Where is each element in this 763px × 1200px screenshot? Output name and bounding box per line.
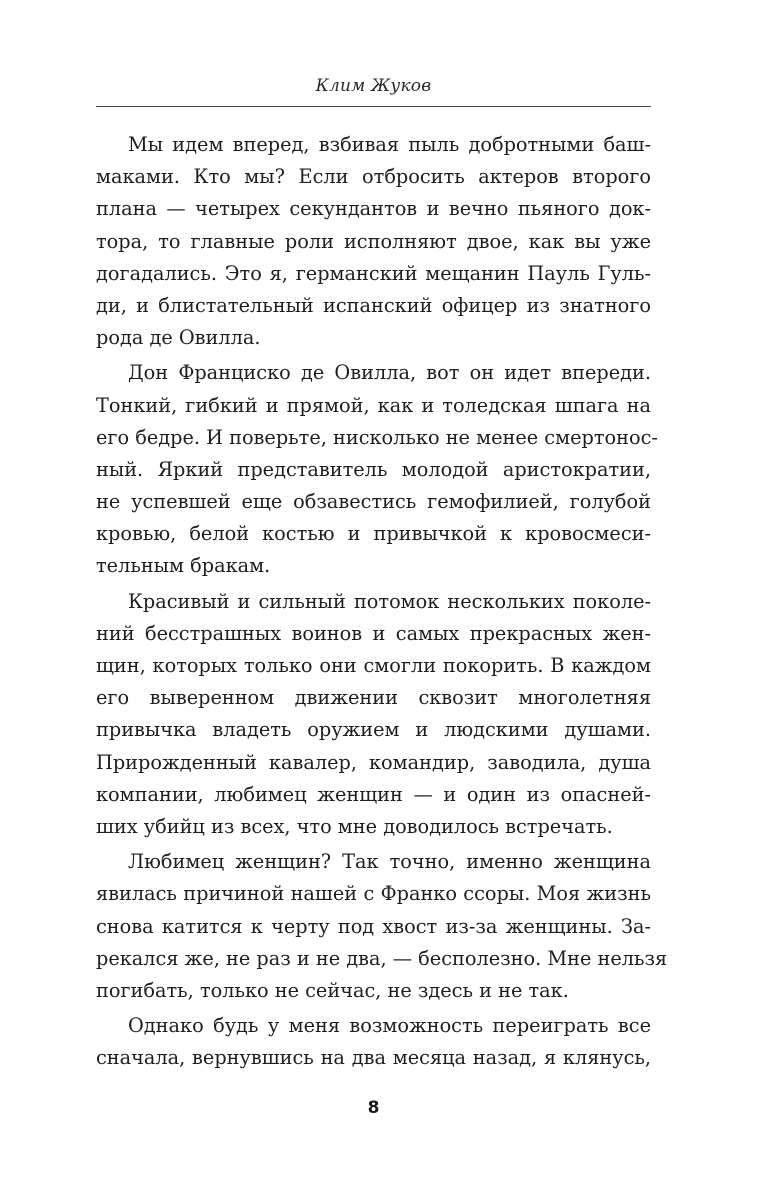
text-line: Прирожденный кавалер, командир, заводила, душа (96, 750, 651, 774)
text-line: кровью, белой костью и привычкой к кровосмеси- (96, 522, 651, 546)
text-line: маками. Кто мы? Если отбросить актеров второго (96, 165, 651, 189)
text-line: Дон Франциско де Овилла, вот он идет впереди. (128, 361, 651, 385)
text-line: Любимец женщин? Так точно, именно женщина (128, 850, 651, 874)
text-line: его выверенном движении сквозит многолетняя (96, 686, 651, 710)
text-line: явилась причиной нашей с Франко ссоры. Моя жизнь (96, 882, 651, 906)
text-line: Однако будь у меня возможность переиграть все (128, 1014, 651, 1038)
text-line: рода де Овилла. (96, 326, 261, 350)
text-line: сначала, вернувшись на два месяца назад, я клянусь, (96, 1046, 651, 1070)
paragraph (96, 846, 668, 1007)
paragraph (96, 586, 651, 844)
page-number: 8 (367, 1098, 380, 1118)
text-line: Мы идем вперед, взбивая пыль добротными баш- (128, 133, 651, 156)
text-line: плана — четырех секундантов и вечно пьяного док- (96, 197, 651, 221)
paragraph (96, 357, 658, 582)
text-line: ний бесстрашных воинов и самых прекрасных жен- (96, 621, 651, 645)
text-line: рекался же, не раз и не два, — бесполезно. Мне нельзя (96, 946, 668, 970)
paragraph (96, 1010, 651, 1074)
text-line: догадались. Это я, германский мещанин Пауль Гуль- (96, 261, 651, 285)
header-rule (96, 106, 651, 107)
text-line: ших убийц из всех, что мне доводилось встречать. (96, 814, 613, 838)
running-head-author: Клим Жуков (315, 76, 432, 96)
text-line: не успевшей еще обзавестись гемофилией, голубой (96, 490, 651, 514)
text-line: снова катится к черту под хвост из-за женщины. За- (96, 914, 651, 938)
text-line: его бедре. И поверьте, нисколько не менее смертонос- (96, 425, 658, 449)
text-line: ди, и блистательный испанский офицер из знатного (96, 293, 651, 317)
text-line: Тонкий, гибкий и прямой, как и толедская шпага на (96, 393, 651, 417)
body-text (96, 129, 668, 1074)
text-line: Красивый и сильный потомок нескольких поколе- (128, 589, 651, 613)
text-line: щин, которых только они смогли покорить. В каждом (96, 654, 651, 677)
text-line: тора, то главные роли исполняют двое, как вы уже (96, 229, 651, 253)
text-line: компании, любимец женщин — и один из опасней- (96, 782, 651, 806)
text-line: тельным бракам. (96, 554, 271, 578)
paragraph (96, 129, 651, 354)
text-line: привычка владеть оружием и людскими душами. (96, 718, 651, 742)
text-line: погибать, только не сейчас, не здесь и не так. (96, 978, 569, 1002)
text-line: ный. Яркий представитель молодой аристократии, (96, 457, 651, 481)
